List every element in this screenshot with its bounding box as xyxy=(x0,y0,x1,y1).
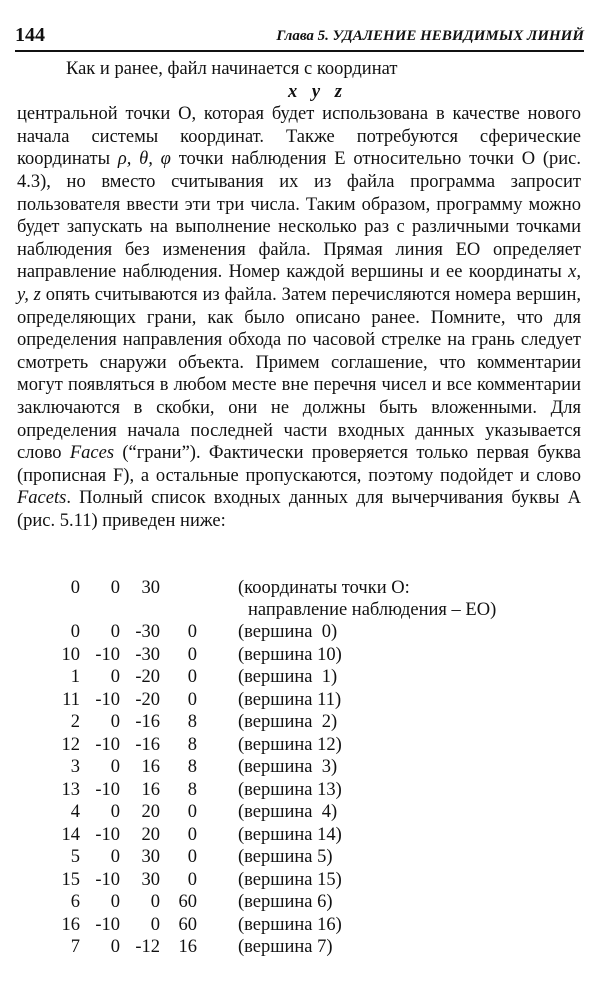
listing-value: 0 xyxy=(187,802,197,822)
listing-value: 8 xyxy=(187,757,197,777)
listing-comment: (вершина 3) xyxy=(238,757,338,777)
listing-value: 0 xyxy=(150,892,160,912)
listing-value: 8 xyxy=(187,780,197,800)
listing-value: -20 xyxy=(135,667,160,687)
listing-value: -30 xyxy=(135,645,160,665)
xyz-symbols: x, y, z xyxy=(17,262,581,305)
listing-value: -12 xyxy=(135,937,160,957)
listing-row xyxy=(0,915,605,938)
listing-value: -10 xyxy=(95,645,120,665)
listing-comment: (вершина 11) xyxy=(238,690,342,710)
listing-value: 0 xyxy=(187,847,197,867)
paragraph-text: точки наблюдения E относительно точки O (рис. 4.3), но вместо считывания их из файла программа запросит пользователя ввести эти три числа. Таким образом, программу можно будет запускать на выполнение несколько раз с различными точками наблюдения без изменения файла. Прямая линия EO определяет направление наблюдения. Номер каждой вершины и ее координаты xyxy=(17,149,582,283)
listing-value: 30 xyxy=(141,847,160,867)
listing-value: 0 xyxy=(110,847,120,867)
listing-row xyxy=(0,870,605,893)
listing-value: 0 xyxy=(110,802,120,822)
listing-row xyxy=(0,622,605,645)
listing-row xyxy=(0,645,605,668)
listing-row xyxy=(0,690,605,713)
listing-value: 14 xyxy=(61,825,80,845)
listing-value: 0 xyxy=(187,622,197,642)
listing-value: -10 xyxy=(95,825,120,845)
listing-value: 0 xyxy=(187,667,197,687)
faces-word: Faces xyxy=(69,443,115,464)
body-text xyxy=(17,58,581,532)
listing-value: 1 xyxy=(70,667,80,687)
listing-header-row-2 xyxy=(0,600,605,623)
listing-comment: (вершина 2) xyxy=(238,712,338,732)
listing-value: 60 xyxy=(178,915,197,935)
listing-comment: (вершина 6) xyxy=(238,892,333,912)
listing-value: 13 xyxy=(61,780,80,800)
listing-value: 0 xyxy=(110,578,120,598)
listing-value: 3 xyxy=(70,757,80,777)
listing-comment: (вершина 14) xyxy=(238,825,342,845)
listing-value: 30 xyxy=(141,578,160,598)
listing-row xyxy=(0,937,605,960)
listing-value: 8 xyxy=(187,735,197,755)
listing-value: 2 xyxy=(70,712,80,732)
listing-row xyxy=(0,735,605,758)
listing-value: -16 xyxy=(135,735,160,755)
listing-value: 0 xyxy=(70,578,80,598)
listing-comment: (вершина 0) xyxy=(238,622,338,642)
listing-row xyxy=(0,847,605,870)
listing-value: 16 xyxy=(178,937,197,957)
listing-value: 16 xyxy=(141,780,160,800)
intro-line: Как и ранее, файл начинается с координат xyxy=(66,59,398,79)
listing-comment: (вершина 12) xyxy=(238,735,342,755)
listing-value: 15 xyxy=(61,870,80,890)
listing-row xyxy=(0,892,605,915)
listing-value: 12 xyxy=(61,735,80,755)
listing-value: 0 xyxy=(110,712,120,732)
listing-value: 8 xyxy=(187,712,197,732)
listing-comment: (вершина 15) xyxy=(238,870,342,890)
listing-value: 0 xyxy=(110,667,120,687)
listing-value: 0 xyxy=(150,915,160,935)
listing-value: -20 xyxy=(135,690,160,710)
listing-row xyxy=(0,802,605,825)
listing-row xyxy=(0,757,605,780)
listing-row xyxy=(0,712,605,735)
facets-word: Facets xyxy=(17,488,67,509)
paragraph-text: . Полный список входных данных для вычерчивания буквы A (рис. 5.11) приведен ниже: xyxy=(17,488,581,531)
listing-value: 16 xyxy=(61,915,80,935)
listing-value: 11 xyxy=(62,690,80,710)
listing-comment: (вершина 13) xyxy=(238,780,342,800)
listing-comment: (вершина 5) xyxy=(238,847,333,867)
listing-value: 7 xyxy=(70,937,80,957)
listing-comment: (вершина 4) xyxy=(238,802,338,822)
listing-comment: (вершина 1) xyxy=(238,667,338,687)
listing-row xyxy=(0,825,605,848)
listing-value: 6 xyxy=(70,892,80,912)
listing-value: 20 xyxy=(141,802,160,822)
listing-value: 4 xyxy=(70,802,80,822)
listing-value: -16 xyxy=(135,712,160,732)
listing-value: -10 xyxy=(95,690,120,710)
listing-row xyxy=(0,780,605,803)
listing-value: 16 xyxy=(141,757,160,777)
listing-value: 5 xyxy=(70,847,80,867)
listing-value: -10 xyxy=(95,915,120,935)
listing-value: -10 xyxy=(95,735,120,755)
listing-value: 0 xyxy=(110,622,120,642)
listing-value: 10 xyxy=(61,645,80,665)
listing-value: -30 xyxy=(135,622,160,642)
spherical-symbols: ρ, θ, φ xyxy=(117,149,171,170)
listing-comment: (вершина 10) xyxy=(238,645,342,665)
listing-value: 0 xyxy=(70,622,80,642)
listing-comment: направление наблюдения – EO) xyxy=(248,600,497,620)
listing-value: 0 xyxy=(187,870,197,890)
running-head: Глава 5. УДАЛЕНИЕ НЕВИДИМЫХ ЛИНИЙ xyxy=(276,28,584,44)
listing-row xyxy=(0,667,605,690)
listing-value: -10 xyxy=(95,780,120,800)
page-header xyxy=(15,24,584,52)
coordinate-variables: x y z xyxy=(288,81,342,102)
main-paragraph xyxy=(17,103,581,532)
listing-comment: (координаты точки O: xyxy=(238,578,410,598)
listing-value: 0 xyxy=(110,757,120,777)
paragraph-text: центральной точки O, которая будет использована в качестве нового начала системы координат. Также потребуются сферические координаты xyxy=(17,104,581,170)
page-number: 144 xyxy=(15,24,45,46)
listing-comment: (вершина 16) xyxy=(238,915,342,935)
listing-value: 20 xyxy=(141,825,160,845)
listing-value: -10 xyxy=(95,870,120,890)
listing-value: 0 xyxy=(187,690,197,710)
listing-value: 0 xyxy=(187,645,197,665)
paragraph-text: опять считываются из файла. Затем перечисляются номера вершин, определяющих грани, как было описано ранее. Помните, что для определения направления обхода по часовой стрелке на грань следует смотреть снаружи объекта. Примем соглашение, что комментарии могут появляться в любом месте вне перечня чисел и все комментарии заключаются в скобки, они не должны быть вложенными. Для определения начала последней части входных данных указывается слово xyxy=(17,284,581,464)
listing-value: 60 xyxy=(178,892,197,912)
listing-value: 0 xyxy=(187,825,197,845)
paragraph-text: (“грани”). Фактически проверяется только первая буква (прописная F), а остальные пропускаются, поэтому подойдет и слово xyxy=(17,443,581,486)
listing-value: 0 xyxy=(110,937,120,957)
listing-value: 30 xyxy=(141,870,160,890)
listing-comment: (вершина 7) xyxy=(238,937,333,957)
listing-header-row xyxy=(0,578,605,601)
listing-value: 0 xyxy=(110,892,120,912)
